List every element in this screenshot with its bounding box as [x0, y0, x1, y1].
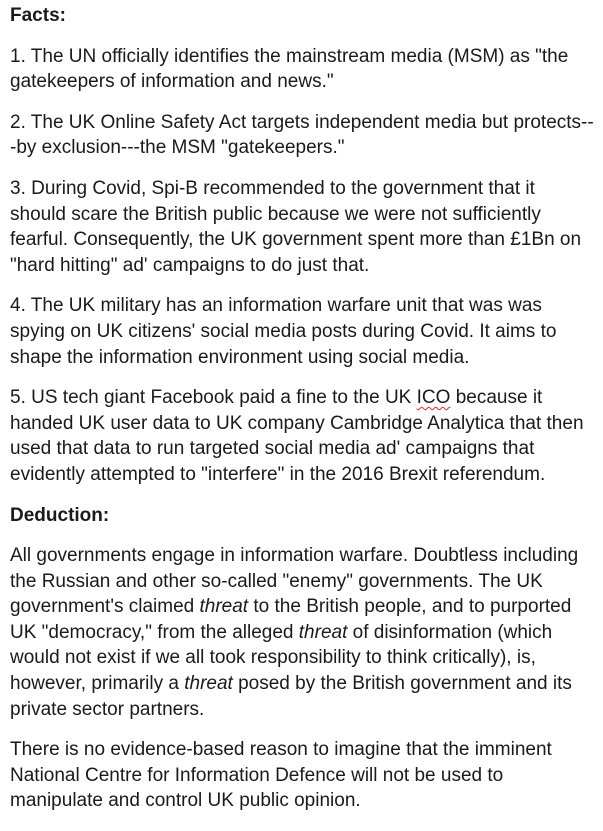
fact-5-part-1: 5. US tech giant Facebook paid a fine to the UK [10, 387, 417, 409]
fact-2: 2. The UK Online Safety Act targets independent media but protects---by exclusion---the MSM "gatekeepers." [10, 111, 594, 159]
deduction-text-4: posed by the British government and its private sector partners. [10, 673, 572, 720]
facts-heading: Facts: [10, 5, 66, 26]
deduction-text-3: of disinformation (which would not exist if we all took responsibility to think critically), is, however, primarily a [10, 621, 553, 695]
deduction-heading: Deduction: [10, 504, 110, 526]
fact-5 [10, 385, 595, 487]
deduction-text-2: to the British people, and to purported UK "democracy," from the alleged [10, 596, 572, 643]
emphasis-threat-2: threat [298, 621, 348, 643]
deduction-text-1: All governments engage in information warfare. Doubtless including the Russian and other so-called "enemy" governments. The UK government's claimed [10, 545, 579, 618]
fact-4: 4. The UK military has an information warfare unit that was was spying on UK citizens' social media posts during Covid. It aims to shape the information environment using social media. [10, 295, 557, 368]
fact-3: 3. During Covid, Spi-B recommended to the government that it should scare the British public because we were not sufficiently fearful. Consequently, the UK government spent more than £1Bn on "hard hitting" ad' campaigns to do just that. [10, 177, 582, 276]
deduction-paragraph-2: There is no evidence-based reason to imagine that the imminent National Centre for Information Defence will not be used to manipulate and control UK public opinion. [10, 739, 552, 812]
fact-1: 1. The UN officially identifies the mainstream media (MSM) as "the gatekeepers of information and news." [10, 45, 569, 93]
spellcheck-flagged-word[interactable]: ICO [416, 387, 451, 409]
emphasis-threat-3: threat [184, 673, 233, 695]
deduction-paragraph-1 [10, 543, 595, 722]
fact-5-part-2: because it handed UK user data to UK company Cambridge Analytica that then used that data to run targeted social media ad' campaigns that evidently attempted to "interfere" in the 2016 Brexit referendum. [10, 387, 584, 485]
emphasis-threat-1: threat [199, 596, 249, 618]
